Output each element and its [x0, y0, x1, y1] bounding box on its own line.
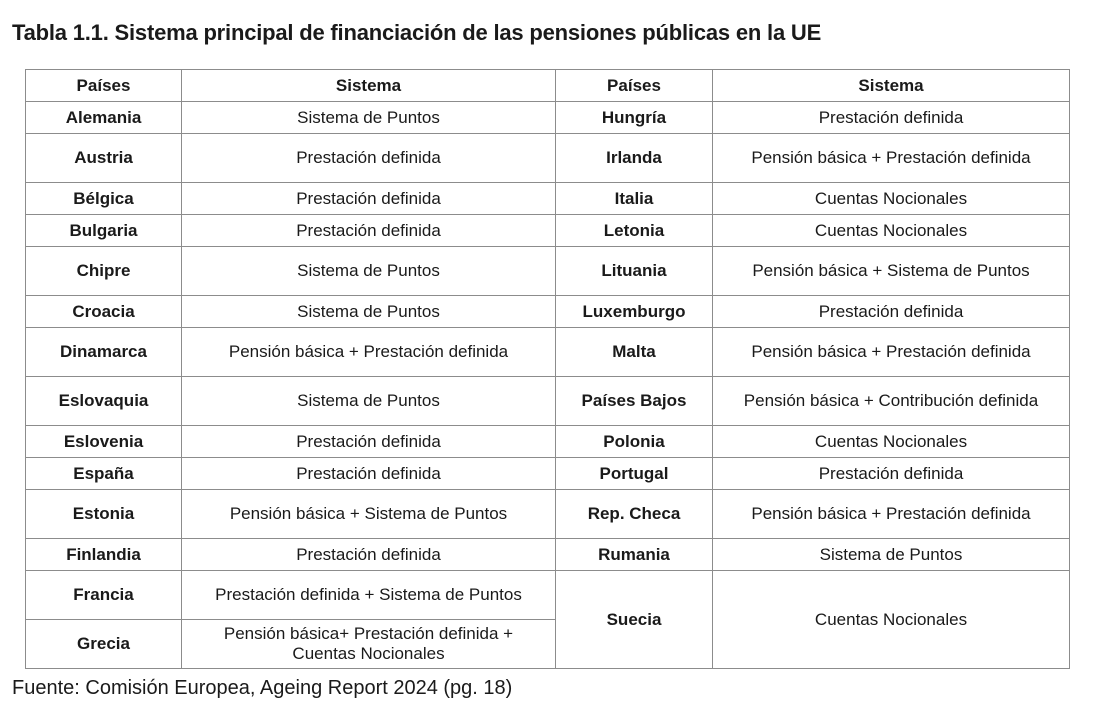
system-cell: Sistema de Puntos	[182, 377, 556, 426]
system-cell: Pensión básica + Prestación definida	[713, 134, 1070, 183]
system-cell: Prestación definida	[182, 539, 556, 571]
country-cell: Hungría	[556, 102, 713, 134]
header-system: Sistema	[713, 70, 1070, 102]
country-cell: Estonia	[26, 490, 182, 539]
system-cell: Sistema de Puntos	[713, 539, 1070, 571]
header-system: Sistema	[182, 70, 556, 102]
table-row	[26, 296, 1070, 328]
table-row	[26, 247, 1070, 296]
country-cell: Francia	[26, 571, 182, 620]
system-cell: Prestación definida	[182, 134, 556, 183]
country-cell: Eslovenia	[26, 426, 182, 458]
system-cell: Prestación definida	[713, 102, 1070, 134]
system-cell: Pensión básica + Sistema de Puntos	[182, 490, 556, 539]
table-row	[26, 215, 1070, 247]
system-cell: Sistema de Puntos	[182, 102, 556, 134]
country-cell: Italia	[556, 183, 713, 215]
country-cell: Portugal	[556, 458, 713, 490]
table-row	[26, 426, 1070, 458]
system-cell: Prestación definida	[182, 458, 556, 490]
system-cell: Prestación definida	[182, 426, 556, 458]
table-row	[26, 102, 1070, 134]
system-cell: Pensión básica + Sistema de Puntos	[713, 247, 1070, 296]
system-cell: Prestación definida	[182, 215, 556, 247]
system-cell: Pensión básica + Prestación definida	[713, 328, 1070, 377]
system-cell: Pensión básica + Prestación definida	[713, 490, 1070, 539]
country-cell: Rep. Checa	[556, 490, 713, 539]
system-cell: Pensión básica + Prestación definida	[182, 328, 556, 377]
table-row	[26, 328, 1070, 377]
country-cell: Finlandia	[26, 539, 182, 571]
table-row	[26, 571, 1070, 620]
system-cell: Cuentas Nocionales	[713, 215, 1070, 247]
system-cell: Prestación definida + Sistema de Puntos	[182, 571, 556, 620]
country-cell: Eslovaquia	[26, 377, 182, 426]
pension-systems-table	[25, 69, 1070, 669]
country-cell: Chipre	[26, 247, 182, 296]
table-row	[26, 377, 1070, 426]
country-cell: Austria	[26, 134, 182, 183]
country-cell: Bulgaria	[26, 215, 182, 247]
header-countries: Países	[556, 70, 713, 102]
table-title: Tabla 1.1. Sistema principal de financiación de las pensiones públicas en la UE	[12, 20, 822, 45]
system-cell: Cuentas Nocionales	[713, 571, 1070, 669]
table-row	[26, 490, 1070, 539]
country-cell: Irlanda	[556, 134, 713, 183]
country-cell: Países Bajos	[556, 377, 713, 426]
system-cell: Prestación definida	[182, 183, 556, 215]
country-cell: Alemania	[26, 102, 182, 134]
system-cell: Sistema de Puntos	[182, 247, 556, 296]
system-cell: Cuentas Nocionales	[713, 426, 1070, 458]
country-cell: Dinamarca	[26, 328, 182, 377]
table-row	[26, 539, 1070, 571]
system-cell: Pensión básica + Contribución definida	[713, 377, 1070, 426]
country-cell: Suecia	[556, 571, 713, 669]
table-row	[26, 458, 1070, 490]
country-cell: España	[26, 458, 182, 490]
table-header-row	[26, 70, 1070, 102]
header-countries: Países	[26, 70, 182, 102]
country-cell: Letonia	[556, 215, 713, 247]
country-cell: Croacia	[26, 296, 182, 328]
country-cell: Malta	[556, 328, 713, 377]
country-cell: Rumania	[556, 539, 713, 571]
country-cell: Bélgica	[26, 183, 182, 215]
system-cell: Cuentas Nocionales	[713, 183, 1070, 215]
system-cell: Prestación definida	[713, 296, 1070, 328]
country-cell: Polonia	[556, 426, 713, 458]
system-cell: Pensión básica+ Prestación definida + Cuentas Nocionales	[182, 620, 556, 669]
system-cell: Prestación definida	[713, 458, 1070, 490]
source-note: Fuente: Comisión Europea, Ageing Report 2024 (pg. 18)	[12, 677, 513, 699]
table-row	[26, 134, 1070, 183]
country-cell: Grecia	[26, 620, 182, 669]
system-cell: Sistema de Puntos	[182, 296, 556, 328]
country-cell: Lituania	[556, 247, 713, 296]
country-cell: Luxemburgo	[556, 296, 713, 328]
table-row	[26, 183, 1070, 215]
